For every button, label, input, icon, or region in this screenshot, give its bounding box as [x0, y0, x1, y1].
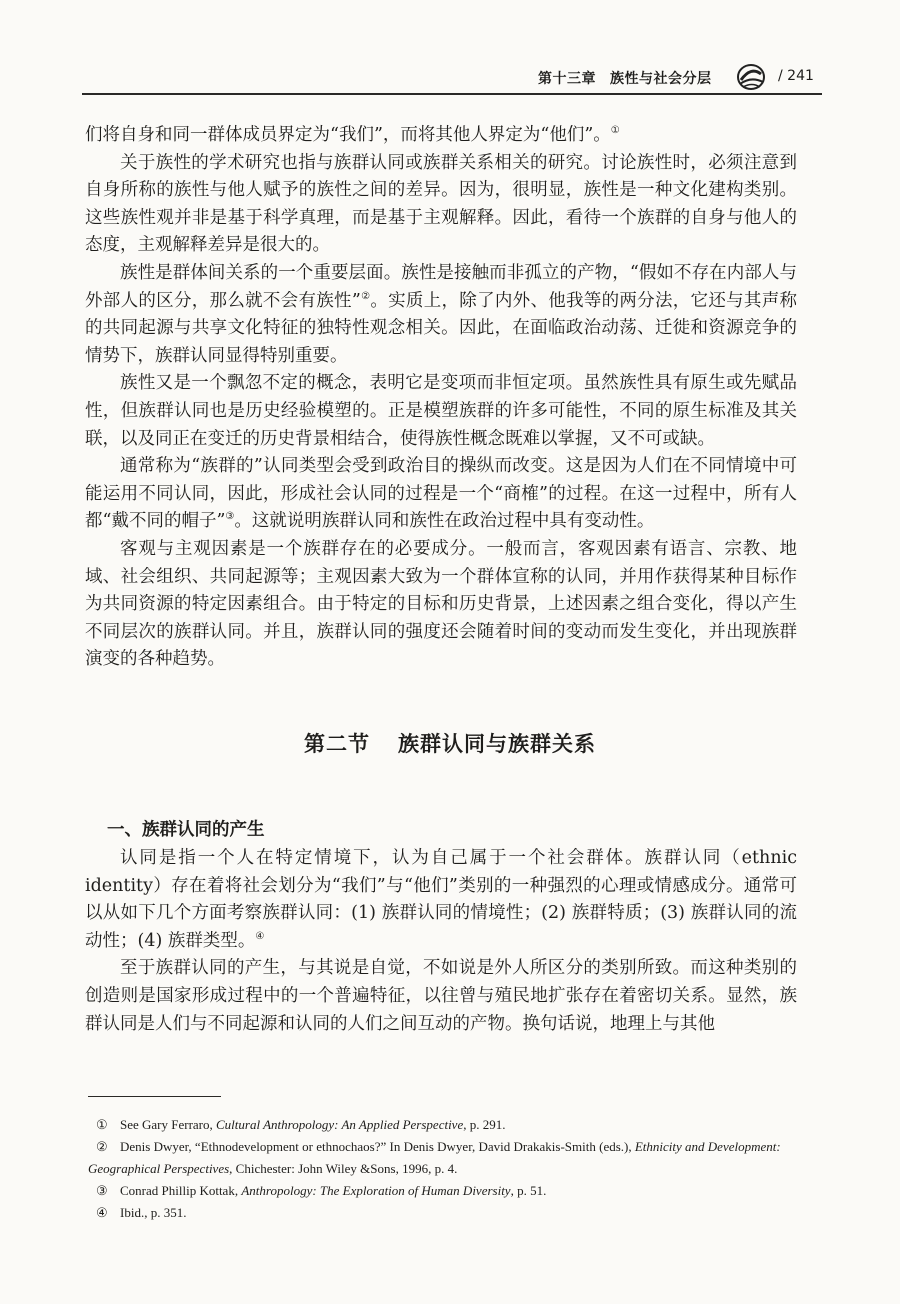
footnote: ② Denis Dwyer, “Ethnodevelopment or ethnochaos?” In Denis Dwyer, David Drakakis-Smith (eds.), Ethnicity and Development: Geographical Perspectives, Chichester: John Wiley &Sons, 1996, p. 4. [88, 1139, 781, 1176]
paragraph: 族性是群体间关系的一个重要层面。族性是接触而非孤立的产物，“假如不存在内部人与外部人的区分，那么就不会有族性”②。实质上，除了内外、他我等的两分法，它还与其声称的共同起源与共享文化特征的独特性观念相关。因此，在面临政治动荡、迁徙和资源竞争的情势下，族群认同显得特别重要。 [85, 262, 797, 366]
paragraph: 认同是指一个人在特定情境下，认为自己属于一个社会群体。族群认同（ethnic identity）存在着将社会划分为“我们”与“他们”类别的一种强烈的心理或情感成分。通常可以从如下几个方面考察族群认同：(1) 族群认同的情境性；(2) 族群特质；(3) 族群认同的流动性；(4) 族群类型。④ [85, 848, 797, 951]
paragraph: 客观与主观因素是一个族群存在的必要成分。一般而言，客观因素有语言、宗教、地域、社会组织、共同起源等；主观因素大致为一个群体宣称的认同，并用作获得某种目标作为共同资源的特定因素组合。由于特定的目标和历史背景，上述因素之组合变化，得以产生不同层次的族群认同。并且，族群认同的强度还会随着时间的变动而发生变化，并出现族群演变的各种趋势。 [85, 538, 797, 670]
paragraph: 关于族性的学术研究也指与族群认同或族群关系相关的研究。讨论族性时，必须注意到自身所称的族性与他人赋予的族性之间的差异。因为，很明显，族性是一种文化建构类别。这些族性观并非是基于科学真理，而是基于主观解释。因此，看待一个族群的自身与他人的态度，主观解释差异是很大的。 [85, 152, 797, 256]
footnote: ③ Conrad Phillip Kottak, Anthropology: The Exploration of Human Diversity, p. 51. [96, 1183, 547, 1198]
publisher-logo-icon [736, 62, 766, 92]
footnote-ref[interactable]: ④ [255, 930, 265, 942]
page-header [0, 62, 900, 98]
footnotes [88, 1114, 800, 1224]
paragraph: 们将自身和同一群体成员界定为“我们”，而将其他人界定为“他们”。① [85, 125, 620, 145]
paragraph: 至于族群认同的产生，与其说是自觉，不如说是外人所区分的类别所致。而这种类别的创造则是国家形成过程中的一个普遍特征，以往曾与殖民地扩张存在着密切关系。显然，族群认同是人们与不同起源和认同的人们之间互动的产物。换句话说，地理上与其他 [85, 958, 797, 1034]
footnote-ref[interactable]: ① [610, 125, 620, 136]
footnote-ref[interactable]: ③ [225, 511, 235, 523]
footnote: ④ Ibid., p. 351. [96, 1205, 187, 1220]
section-number: 第二节 [304, 732, 370, 756]
paragraph: 族性又是一个飘忽不定的概念，表明它是变项而非恒定项。虽然族性具有原生或先赋品性，但族群认同也是历史经验模塑的。正是模塑族群的许多可能性，不同的原生标准及其关联，以及同正在变迁的历史背景相结合，使得族性概念既难以掌握，又不可或缺。 [85, 373, 797, 449]
footnote-rule [88, 1096, 221, 1097]
page-number: / 241 [778, 68, 814, 84]
header-rule [82, 93, 822, 95]
body-text-bottom [85, 845, 797, 1038]
section-title: 族群认同与族群关系 [398, 732, 596, 756]
subsection-heading: 一、族群认同的产生 [107, 820, 265, 840]
footnote-ref[interactable]: ② [360, 290, 371, 302]
body-text-top [85, 122, 797, 674]
chapter-number: 第十三章 [538, 71, 596, 87]
paragraph: 通常称为“族群的”认同类型会受到政治目的操纵而改变。这是因为人们在不同情境中可能运用不同认同，因此，形成社会认同的过程是一个“商榷”的过程。在这一过程中，所有人都“戴不同的帽子”③。这就说明族群认同和族性在政治过程中具有变动性。 [85, 456, 797, 532]
running-head [538, 68, 712, 88]
section-heading [0, 728, 900, 758]
chapter-title: 族性与社会分层 [610, 71, 712, 87]
footnote: ① See Gary Ferraro, Cultural Anthropology: An Applied Perspective, p. 291. [96, 1117, 506, 1132]
